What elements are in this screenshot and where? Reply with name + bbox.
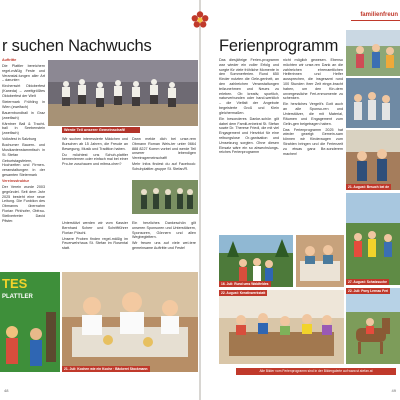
closing-text: Wir freuen uns auf viele wei-tere gemeinsame Auftritte und Feste! — [132, 241, 196, 251]
ferien-column-2 — [283, 58, 343, 233]
treasure-hunt-photo — [346, 193, 400, 285]
right-page — [201, 0, 400, 400]
photo-caption: 22. Juli: Pony Lernau Feri — [348, 289, 389, 293]
auftritt-item: Kärntner Ball & Tracht-ball in Seebenstein (zweifach) — [2, 121, 45, 136]
auftritte-heading: Auftritte — [2, 58, 17, 62]
auftritt-item: Volksfest in Salzburg — [2, 137, 37, 142]
auftritt-item: Kirchenwirt Oktoberfest (Kaneda) – zweitgrößtes Oktoberfest der Welt — [2, 84, 45, 98]
recruit-text: Wir suchen interessierte Mädchen und Burschen ab 15 Jahren, die Freude an Bewegung, Musik und Tradition haben. — [62, 137, 128, 151]
auftritte-column — [2, 58, 45, 248]
ferien-sponsors: Ein herzliches Vergelt's Gott auch an alle Sponso-ren und Unterstützer, die mit Material, Räumen und Engagement zum Gelin-gen beigetragen haben. — [283, 102, 343, 126]
dance-group-photo — [48, 60, 198, 126]
cooking-photo — [62, 272, 198, 372]
ferien-volunteers: nicht möglich gewesen. Ebenso möchten wir unse-ren Dank an die zahlreichen ehrenamtlichen Helferinnen und Helfer aussprechen, die insgesamt rund 100 Stunden ihrer Zeit einge-bracht haben, um den Kin-dern unvergessliche Feri-enmomente zu schenken. — [283, 58, 343, 101]
ferienprogramm-banner — [0, 272, 60, 372]
right-page-number: 49 — [391, 388, 396, 393]
ferien-closing: Das Ferienprogramm 2025 hat wieder gezeigt: Gemein-sam können wir Kinderaugen zum Strahlen bringen und die Ferienzeit zu etwas ganz Be-sonderem machen! — [283, 127, 343, 156]
join-us-banner: Werde Teil unserer Gemeinschaft! — [62, 127, 140, 133]
recruit-text: Du möchtest uns Schuh-plattler kennenlernen oder einfach mal bei einer Pro-be zuschauen und mitma-chen? — [62, 152, 128, 167]
auftritte-intro: Die Plattler bereichern regel-mäßig Feste und Veranstal-tungen aller Art – darunter: — [2, 63, 45, 83]
sponsor-column-1 — [62, 221, 128, 269]
pony-photo — [346, 288, 400, 364]
auftritt-item: Bochumer Bauern- und Musikantenstammtisch in St. Stefan — [2, 143, 45, 157]
photo-caption: 21. August: Besuch bei de — [348, 185, 390, 189]
forest-walk-photo — [219, 235, 293, 287]
left-page — [0, 0, 199, 400]
thanks-text: Ein herzliches Dankeschön gilt unseren Sponsoren und Unterstützern, Sponsoren, Gönnern und allen Wegbegleitern. — [132, 221, 196, 240]
right-page-title: Ferienprogramm — [219, 37, 339, 55]
contact-text: Dann melde dich bei unse-rem Obmann Roman Weis-ter unter 0664 888 8227 Komm vorbei und werde Teil unserer lebendigen Vereinsgemeinschaft! — [132, 137, 196, 161]
ferien-column-1 — [219, 58, 279, 233]
ferien-intro: Das diesjährige Ferien-programm war wieder ein voller Erfolg und sorgte für viele fröhliche Momente in den Sommerferien. Rund 650 Kinder nutzten die Gele-genheit, an den zahlreichen Veranstaltungen teilzunehmen und Neues zu erleben. Ob kreativ, sportlich, naturverbunden oder hand-werklich – die Vielfalt der Angebote begeisterte Groß und Klein gleichermaßen. — [219, 58, 279, 115]
kids-photo-3 — [346, 130, 400, 190]
creative-workshop-photo — [219, 290, 344, 364]
kids-photo-2 — [346, 78, 400, 128]
flower-logo-icon — [190, 10, 210, 30]
banner-headline: TES — [2, 276, 28, 291]
board-text: Unterstützt werden wir vom Kassier Bernhard Scherr und Schriftführer Florian Pöschl. — [62, 221, 128, 235]
running-title-rule — [351, 20, 400, 21]
vereinsstruktur-text: Der Verein wurde 2003 gegründet. Seit dem Jahr 2025 besteht eine neue Leitung. Die Funktion des Obmanns übernahm Florian Pirkhofer, Obfrau-Stellvertreter David Pfister. — [2, 185, 45, 223]
photo-caption: 22. August: Kreativwerkstatt — [221, 291, 266, 295]
sponsor-column-2 — [132, 221, 196, 269]
kids-photo-top — [346, 30, 400, 76]
recruit-column-1 — [62, 137, 128, 209]
team-photo — [132, 180, 198, 214]
banner-subline: PLATTLER — [2, 294, 33, 300]
vereinsstruktur-heading: Vereinsstruktur — [2, 179, 30, 184]
craft-photo — [296, 235, 344, 287]
left-page-number: 48 — [4, 388, 9, 393]
cooking-photo-caption: 21. Juli: Kochen wie ein Koche · Bäckerei Stockmann — [64, 367, 148, 371]
photo-caption: 16. Juli: Rund ums Waldfeldes — [221, 282, 269, 286]
rehearsal-text: Unsere Proben finden regel-mäßig im Feuerwehrhaus St. Stefan im Rosental statt. — [62, 236, 128, 251]
facebook-text: Mehr Infos findest du auf Facebook: Schuhplattler-gruppe St. Stefan/R. — [132, 162, 196, 171]
gallery-link-bar: Alle Bilder vom Ferienprogramm sind in der Bildergalerie auf www.st.stefan.at — [236, 368, 396, 375]
running-title: familienfreun — [360, 12, 398, 18]
left-page-title: r suchen Nachwuchs — [2, 37, 152, 55]
ferien-thanks: Ein besonderes Danke-schön gilt dabei dem Famili-enbeirat St. Stefan sowie Dr. Therese Friedl, die mit viel Engagement und Herzblut für eine reibungslose Or-ganisation und Umsetzung sorgten. Ohne diesen Einsatz wäre ein so abwechslungs-reiches Ferienprogramm — [219, 116, 279, 155]
photo-caption: 27. August: Schatzsuche — [348, 280, 387, 284]
auftritt-item: Steiermark Frühling in Wien (zweifach) — [2, 99, 45, 109]
auftritt-item: Bauernbundball in Graz (zweifach) — [2, 110, 45, 120]
auftritt-item: Geburtstagsfeiern, Hochzeiten und Firmen-veranstaltungen in der gesamten Steiermark — [2, 158, 45, 178]
